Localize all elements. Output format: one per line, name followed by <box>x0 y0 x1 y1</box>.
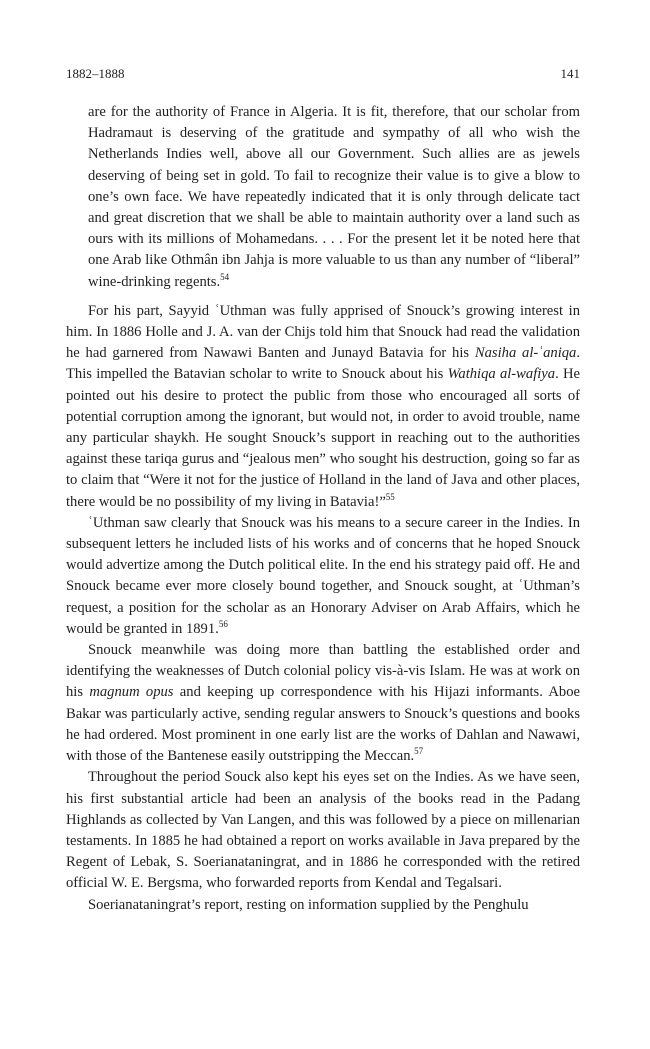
footnote-ref-55: 55 <box>385 491 395 502</box>
chapter-years: 1882–1888 <box>66 66 125 81</box>
page-number: 141 <box>560 66 580 81</box>
paragraph-uthman-career <box>66 513 580 640</box>
title-wathiqa: Wathiqa al-wafiya <box>447 366 556 383</box>
block-quote <box>88 102 580 293</box>
body-text <box>66 102 580 916</box>
paragraph-uthman-interest <box>66 301 580 513</box>
paragraph-snouck-work <box>66 640 580 767</box>
para3-text-b: and keeping up correspondence with his Hijazi informants. Aboe Bakar was particularly active, sending regular answers to Snouck’s questions and books he had ordered. Most prominent in one early list are the works of Dahlan and Nawawi, with those of the Bantenese easily outstripping the Meccan. <box>66 684 580 765</box>
title-magnum-opus: magnum opus <box>89 684 174 701</box>
footnote-ref-57: 57 <box>414 746 424 757</box>
para1-text-c: . He pointed out his desire to protect the public from those who encouraged all sorts of potential corruption among the ignorant, but would not, in order to avoid trouble, name any particular shaykh. He sought Snouck’s support in reaching out to the authorities against these tariqa gurus and “jealous men” who sought his destruction, going so far as to claim that “Were it not for the justice of Holland in the land of Java and other places, there would be no possibility of my living in Batavia!” <box>66 366 580 510</box>
para1-text-a: For his part, Sayyid ʿUthman was fully apprised of Snouck’s growing interest in him. In 1886 Holle and J. A. van der Chijs told him that Snouck had read the validation he had garnered from Nawawi Banten and Junayd Batavia for his <box>66 302 580 362</box>
para5-text: Soerianataningrat’s report, resting on information supplied by the Penghulu <box>88 896 529 913</box>
footnote-ref-54: 54 <box>220 271 230 282</box>
para3-text-a: Snouck meanwhile was doing more than battling the established order and identifying the weaknesses of Dutch colonial policy vis-à-vis Islam. He was at work on his <box>66 642 580 701</box>
para2-text: ʿUthman saw clearly that Snouck was his means to a secure career in the Indies. In subsequent letters he included lists of his works and of concerns that he hoped Snouck would advertize among the Dutch political elite. In the end his strategy paid off. He and Snouck became ever more closely bound together, and Snouck sought, at ʿUthman’s request, a position for the scholar as an Honorary Adviser on Arab Affairs, which he would be granted in 1891. <box>66 514 580 637</box>
para1-text-b: . This impelled the Batavian scholar to write to Snouck about his <box>66 345 581 383</box>
para4-text: Throughout the period Souck also kept his eyes set on the Indies. As we have seen, his first substantial article had been an analysis of the books read in the Padang Highlands as collected by Van Langen, and this was followed by a piece on millenarian testaments. In 1885 he had obtained a report on works available in Java prepared by the Regent of Lebak, S. Soerianataningrat, and in 1886 he corresponded with the retired official W. E. Bergsma, who forwarded reports from Kendal and Tegalsari. <box>66 769 580 892</box>
paragraph-indies-reports <box>66 767 580 894</box>
quote-text: are for the authority of France in Algeria. It is fit, therefore, that our scholar from Hadramaut is deserving of the gratitude and sympathy of all who wish the Netherlands Indies well, above all our Government. Such allies are as jewels deserving of being set in gold. To fail to recognize their value is to give a blow to one’s own face. We have repeatedly indicated that it is only through delicate tact and great discretion that we shall be able to maintain authority over a land such as ours with its millions of Mohamedans. . . . For the present let it be noted here that one Arab like Othmân ibn Jahja is more valuable to us than any number of “liberal” wine-drinking regents. <box>88 104 580 290</box>
footnote-ref-56: 56 <box>218 619 228 630</box>
paragraph-soerianataningrat <box>66 895 580 916</box>
title-nasiha: Nasiha al-ʿaniqa <box>474 345 577 362</box>
